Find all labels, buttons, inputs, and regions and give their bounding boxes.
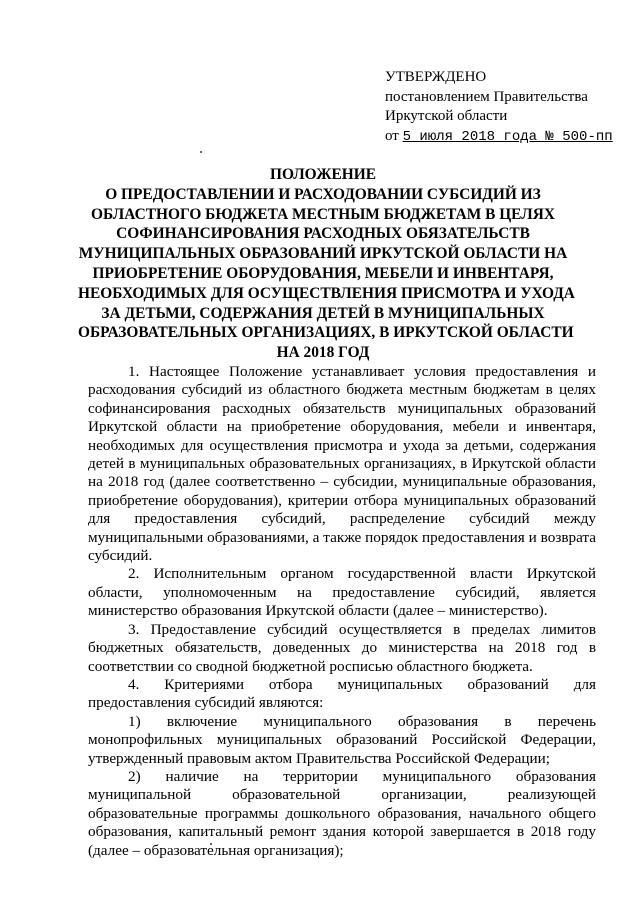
paragraph bbox=[88, 676, 596, 713]
paragraph-text: 2) наличие на территории муниципального образования муниципальной образовательной организации, реализующей образовательные программы дошкольного образования, начального общего образования, капитальный ремонт здания которой завершается в 2018 году (далее – образовательная организация); bbox=[88, 767, 596, 859]
scan-speck bbox=[200, 151, 202, 153]
approval-date-line bbox=[385, 127, 613, 148]
title-line: ПРИОБРЕТЕНИЕ ОБОРУДОВАНИЯ, МЕБЕЛИ И ИНВЕНТАРЯ, bbox=[92, 264, 554, 282]
paragraph bbox=[88, 363, 596, 565]
title-line: ПОЛОЖЕНИЕ bbox=[270, 166, 376, 183]
title-line: О ПРЕДОСТАВЛЕНИИ И РАСХОДОВАНИИ СУБСИДИЙ ИЗ bbox=[105, 185, 541, 203]
title-line: СОФИНАНСИРОВАНИЯ РАСХОДНЫХ ОБЯЗАТЕЛЬСТВ bbox=[116, 225, 530, 243]
approval-date-prefix: от bbox=[385, 127, 399, 144]
paragraph-text: 1. Настоящее Положение устанавливает условия предоставления и расходования субсидий из областного бюджета местным бюджетам в целях софинансирования расходных обязательств муниципальных образований Иркутской области на приобретение оборудования, мебели и инвентаря, необходимых для осуществления присмотра и ухода за детьми, содержания детей в муниципальных образовательных организациях, в Иркутской области на 2018 год (далее соответственно – субсидии, муниципальные образования, приобретение оборудования), критерии отбора муниципальных образований для предоставления субсидий, распределение субсидий между муниципальными образованиями, а также порядок предоставления и возврата субсидий. bbox=[88, 363, 596, 565]
paragraph bbox=[88, 621, 596, 676]
paragraph-text: 3. Предоставление субсидий осуществляется в пределах лимитов бюджетных обязательств, доведенных до министерства на 2018 год в соответствии со сводной бюджетной росписью областного бюджета. bbox=[88, 620, 596, 675]
title-line: ОБРАЗОВАТЕЛЬНЫХ ОРГАНИЗАЦИЯХ, В ИРКУТСКОЙ ОБЛАСТИ bbox=[78, 324, 574, 342]
approval-stamp bbox=[385, 68, 613, 147]
title-line: НА 2018 ГОД bbox=[276, 344, 370, 362]
approval-heading: УТВЕРЖДЕНО bbox=[385, 69, 487, 85]
document-title bbox=[78, 165, 575, 363]
approval-issuer: постановлением Правительства bbox=[385, 88, 588, 105]
title-line: ОБЛАСТНОГО БЮДЖЕТА МЕСТНЫМ БЮДЖЕТАМ В ЦЕЛЯХ bbox=[91, 205, 555, 223]
paragraph-text: 2. Исполнительным органом государственной власти Иркутской области, уполномоченным на предоставление субсидий, является министерство образования Иркутской области (далее – министерство). bbox=[88, 565, 596, 620]
approval-date-number: 5 июля 2018 года № 500-пп bbox=[402, 128, 613, 145]
paragraph bbox=[88, 713, 596, 768]
approval-region: Иркутской области bbox=[385, 108, 508, 124]
paragraph bbox=[88, 768, 596, 860]
title-line: МУНИЦИПАЛЬНЫХ ОБРАЗОВАНИЙ ИРКУТСКОЙ ОБЛАСТИ НА bbox=[78, 245, 568, 263]
title-line: НЕОБХОДИМЫХ ДЛЯ ОСУЩЕСТВЛЕНИЯ ПРИСМОТРА И УХОДА bbox=[78, 284, 575, 302]
paragraph-text: 4. Критериями отбора муниципальных образований для предоставления субсидий являются: bbox=[88, 675, 596, 712]
paragraph bbox=[88, 565, 596, 620]
paragraph-text: 1) включение муниципального образования в перечень монопрофильных муниципальных образований Российской Федерации, утвержденный правовым актом Правительства Российской Федерации; bbox=[88, 712, 596, 767]
document-body bbox=[88, 363, 596, 860]
title-line: ЗА ДЕТЬМИ, СОДЕРЖАНИЯ ДЕТЕЙ В МУНИЦИПАЛЬНЫХ bbox=[101, 304, 545, 322]
